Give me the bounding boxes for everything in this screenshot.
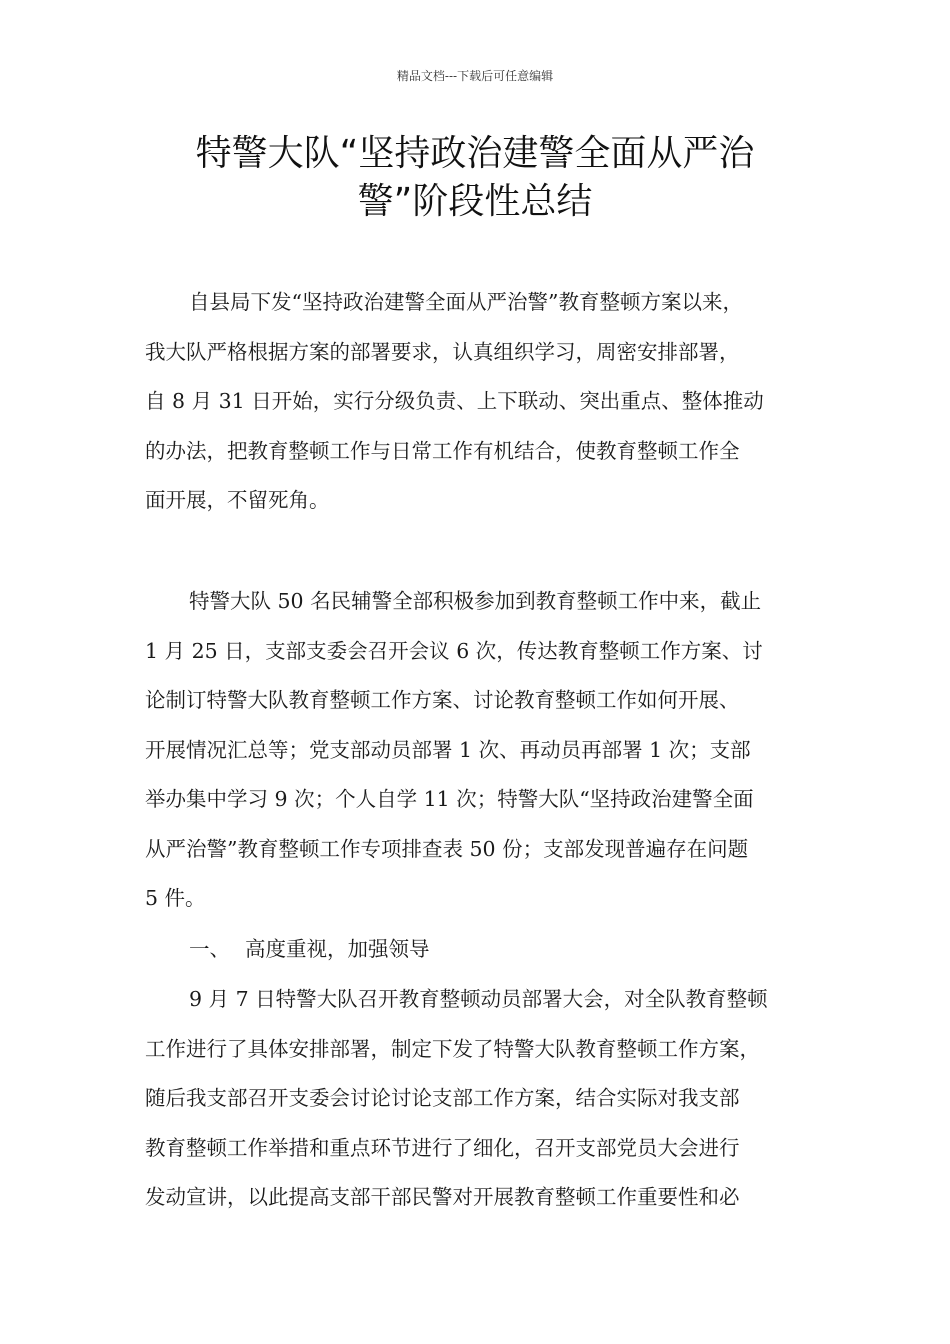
paragraph-line: 我大队严格根据方案的部署要求，认真组织学习，周密安排部署，: [145, 339, 740, 364]
paragraph-statistics: [145, 577, 805, 924]
paragraph-line: 9 月 7 日特警大队召开教育整顿动员部署大会，对全队教育整顿: [189, 987, 768, 1011]
paragraph-line: 自县局下发“坚持政治建警全面从严治警”教育整顿方案以来，: [189, 290, 743, 314]
paragraph-line: 开展情况汇总等；党支部动员部署 1 次、再动员再部署 1 次；支部: [145, 737, 751, 762]
title-line-1: 特警大队“坚持政治建警全面从严治: [195, 133, 755, 174]
paragraph-line: 自 8 月 31 日开始，实行分级负责、上下联动、突出重点、整体推动: [145, 389, 764, 413]
paragraph-line: 发动宣讲，以此提高支部干部民警对开展教育整顿工作重要性和必: [145, 1185, 740, 1209]
paragraph-line: 举办集中学习 9 次；个人自学 11 次；特警大队“坚持政治建警全面: [145, 787, 754, 811]
section-title: 高度重视，加强领导: [245, 937, 430, 961]
paragraph-section-1: [145, 975, 805, 1223]
paragraph-intro: [145, 278, 805, 526]
document-title: [150, 130, 800, 226]
paragraph-line: 面开展，不留死角。: [145, 488, 330, 512]
paragraph-line: 随后我支部召开支委会讨论讨论支部工作方案，结合实际对我支部: [145, 1086, 740, 1110]
paragraph-line: 论制订特警大队教育整顿工作方案、讨论教育整顿工作如何开展、: [145, 688, 740, 712]
section-heading: [145, 925, 805, 975]
paragraph-line: 工作进行了具体安排部署，制定下发了特警大队教育整顿工作方案，: [145, 1036, 760, 1061]
title-line-2: 警”阶段性总结: [357, 181, 593, 222]
paragraph-line: 从严治警”教育整顿工作专项排查表 50 份；支部发现普遍存在问题: [145, 836, 749, 861]
paragraph-line: 教育整顿工作举措和重点环节进行了细化，召开支部党员大会进行: [145, 1135, 740, 1160]
paragraph-line: 的办法，把教育整顿工作与日常工作有机结合，使教育整顿工作全: [145, 438, 740, 463]
paragraph-line: 特警大队 50 名民辅警全部积极参加到教育整顿工作中来，截止: [189, 589, 762, 613]
header-note: 精品文档---下载后可任意编辑: [396, 69, 554, 83]
section-number: 一、: [189, 937, 230, 961]
paragraph-line: 1 月 25 日，支部支委会召开会议 6 次，传达教育整顿工作方案、讨: [145, 638, 763, 663]
paragraph-line: 5 件。: [145, 886, 206, 910]
